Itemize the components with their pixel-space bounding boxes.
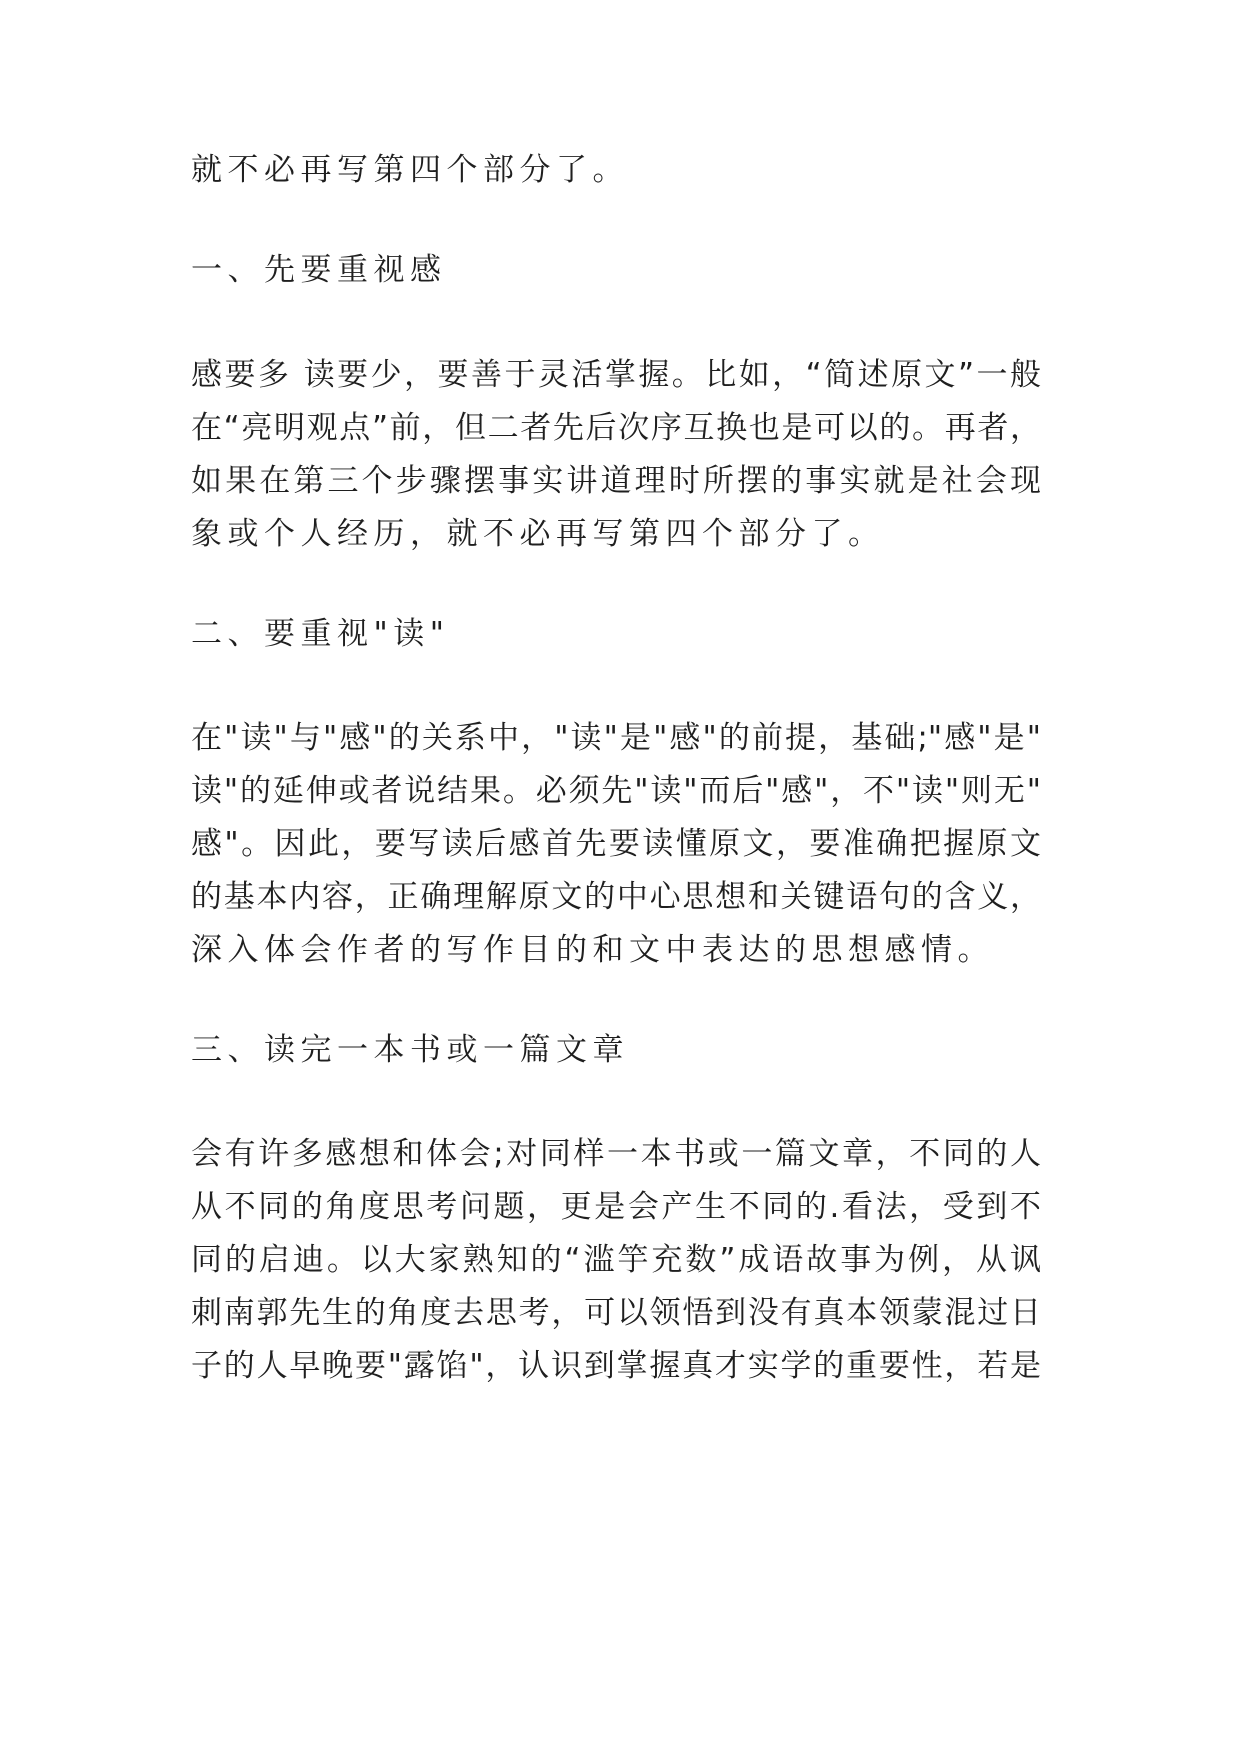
section-heading: 二、要重视"读" [191,616,450,652]
text-line: 在"读"与"感"的关系中，"读"是"感"的前提，基础;"感"是" [191,720,1041,756]
text-line: 同的启迪。以大家熟知的“滥竽充数”成语故事为例，从讽 [191,1242,1041,1278]
text-line: 就不必再写第四个部分了。 [191,152,629,188]
text-line: 感"。因此，要写读后感首先要读懂原文，要准确把握原文 [191,826,1041,862]
text-line: 从不同的角度思考问题，更是会产生不同的.看法，受到不 [191,1189,1041,1225]
text-line: 感要多 读要少，要善于灵活掌握。比如，“简述原文”一般 [191,357,1041,393]
section-heading: 一、先要重视感 [191,252,447,288]
text-line: 象或个人经历，就不必再写第四个部分了。 [191,516,885,552]
text-line: 子的人早晚要"露馅"，认识到掌握真才实学的重要性，若是 [191,1348,1041,1384]
section-heading: 三、读完一本书或一篇文章 [191,1032,629,1068]
text-line: 会有许多感想和体会;对同样一本书或一篇文章，不同的人 [191,1136,1041,1172]
text-line: 读"的延伸或者说结果。必须先"读"而后"感"，不"读"则无" [191,773,1041,809]
text-line: 在“亮明观点”前，但二者先后次序互换也是可以的。再者， [191,410,1041,446]
text-line: 深入体会作者的写作目的和文中表达的思想感情。 [191,932,994,968]
text-line: 刺南郭先生的角度去思考，可以领悟到没有真本领蒙混过日 [191,1295,1041,1331]
text-line: 的基本内容，正确理解原文的中心思想和关键语句的含义， [191,879,1041,915]
text-line: 如果在第三个步骤摆事实讲道理时所摆的事实就是社会现 [191,463,1041,499]
